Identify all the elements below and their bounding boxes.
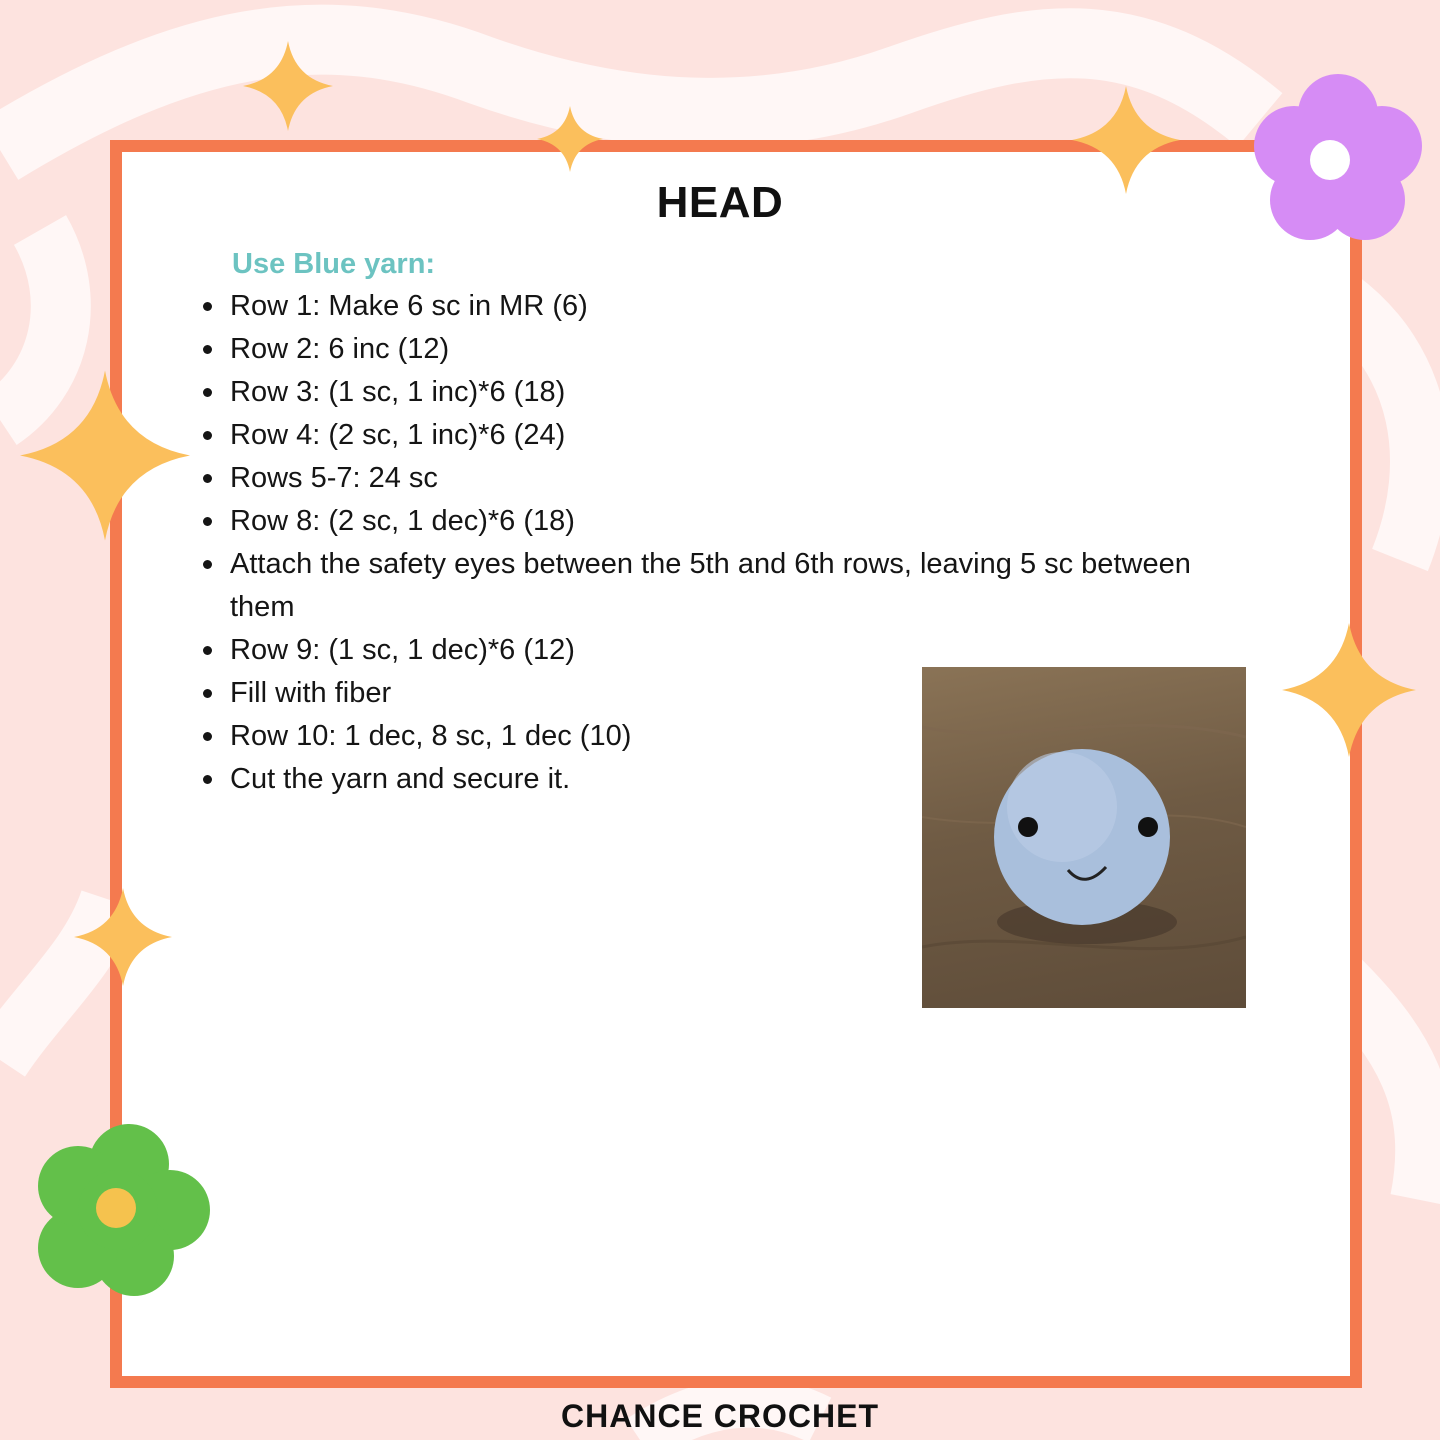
list-item: Row 1: Make 6 sc in MR (6) [200,285,1260,328]
sparkle-icon [20,367,190,544]
crochet-head-photo [922,667,1246,1008]
sparkle-icon [537,104,603,174]
list-item: Row 2: 6 inc (12) [200,328,1260,371]
list-item: Row 9: (1 sc, 1 dec)*6 (12) [200,629,1260,672]
list-item: Row 3: (1 sc, 1 inc)*6 (18) [200,371,1260,414]
sparkle-icon [1282,620,1416,760]
sparkle-icon [1072,84,1180,196]
flower-icon [34,1122,210,1298]
sparkle-icon [74,886,172,988]
list-item: Attach the safety eyes between the 5th and 6th rows, leaving 5 sc between them [200,543,1260,629]
list-item: Row 4: (2 sc, 1 inc)*6 (24) [200,414,1260,457]
sparkle-icon [243,40,333,132]
list-item: Fill with fiber [200,672,1260,715]
page-title: HEAD [656,178,784,227]
flower-icon [1250,72,1426,248]
yarn-instruction: Use Blue yarn: [232,248,436,280]
brand-footer: CHANCE CROCHET [561,1398,879,1434]
list-item: Row 8: (2 sc, 1 dec)*6 (18) [200,500,1260,543]
list-item: Row 10: 1 dec, 8 sc, 1 dec (10) [200,715,1260,758]
list-item: Cut the yarn and secure it. [200,758,1260,801]
list-item: Rows 5-7: 24 sc [200,457,1260,500]
